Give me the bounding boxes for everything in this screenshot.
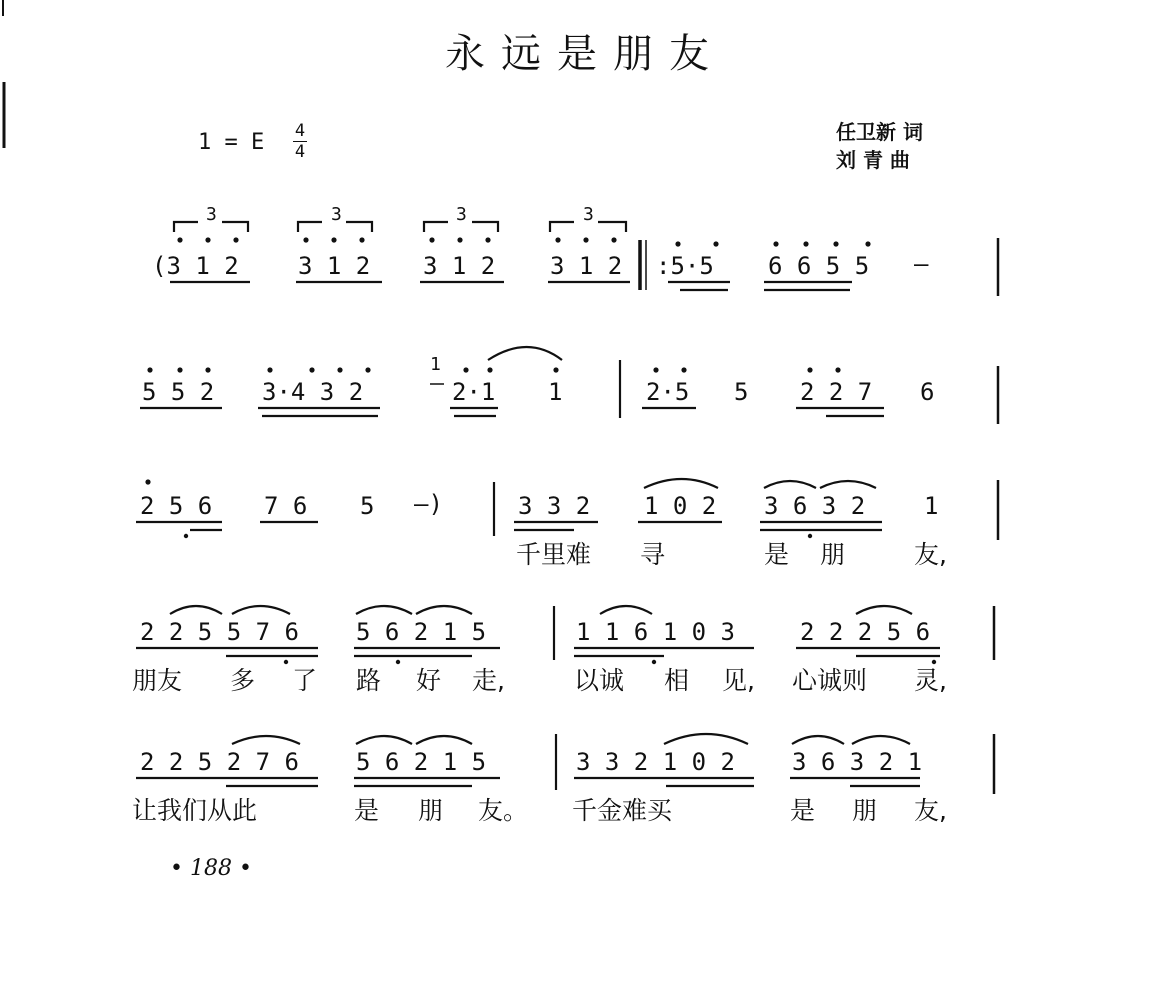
note-group: 5 6 2 1 5 — [356, 618, 487, 646]
tuplet-mark: 3 — [456, 204, 467, 225]
slur — [356, 606, 412, 614]
lyric: 让我们从此 — [132, 796, 258, 825]
lyric: 路 — [356, 666, 382, 695]
tuplet-bracket — [424, 222, 498, 232]
slur — [856, 606, 912, 614]
note-group: 3 1 2 — [550, 252, 623, 280]
note-group: 5 6 2 1 5 — [356, 748, 487, 776]
song-title: 永远是朋友 — [445, 31, 725, 77]
note: 5 — [734, 378, 749, 406]
lyric: 是 — [790, 796, 816, 825]
octave-dots — [145, 237, 939, 664]
sustain-dash: —) — [414, 490, 443, 518]
slur — [820, 481, 876, 488]
slur — [356, 736, 412, 744]
lyric: 好 — [416, 666, 442, 695]
note-group: 3 6 3 2 — [764, 492, 866, 520]
note-group: 2 2 5 5 7 6 — [140, 618, 299, 646]
note-group: 2 2 7 — [800, 378, 873, 406]
lyric: 灵, — [914, 666, 947, 695]
slur — [416, 736, 472, 744]
lyric: 朋 — [852, 796, 878, 825]
key-signature: 1 = E — [198, 130, 265, 155]
sustain-dash: — — [914, 250, 929, 278]
lyric: 友, — [914, 796, 947, 825]
time-signature-bottom: 4 — [294, 142, 306, 162]
slur — [232, 606, 290, 614]
lyric: 走, — [472, 666, 505, 695]
lyric: 友。 — [478, 796, 529, 825]
slur — [170, 606, 222, 614]
lyric: 以诚 — [574, 666, 625, 695]
note-group: 3 3 2 1 0 2 — [576, 748, 735, 776]
slur — [764, 481, 816, 488]
note-group: 1 0 2 — [644, 492, 717, 520]
tuplet-bracket — [298, 222, 372, 232]
lyric: 是 — [354, 796, 380, 825]
tuplet-mark: 3 — [583, 204, 594, 225]
note-group: 3 1 2 — [298, 252, 371, 280]
grace-note: 1 — [430, 354, 441, 375]
slur — [600, 606, 652, 614]
note-group: 7 6 — [264, 492, 308, 520]
tuplet-mark: 3 — [331, 204, 342, 225]
note: 6 — [920, 378, 935, 406]
lyric: 朋友 — [132, 666, 183, 695]
time-signature-top: 4 — [294, 121, 306, 141]
slur — [664, 734, 748, 744]
note: 5 — [360, 492, 375, 520]
slur — [644, 479, 718, 488]
note-group: 3 1 2 — [423, 252, 496, 280]
lyric: 见, — [722, 666, 755, 695]
slur — [852, 736, 910, 744]
slur — [792, 736, 844, 744]
note-group: 2·5 — [646, 378, 690, 406]
lyric: 千里难 — [516, 540, 592, 569]
lyric: 了 — [292, 666, 318, 695]
note-group: 1 1 6 1 0 3 — [576, 618, 735, 646]
note-group: 3 6 3 2 1 — [792, 748, 923, 776]
slur — [232, 736, 300, 744]
note-group: 2 2 5 2 7 6 — [140, 748, 299, 776]
tuplet-bracket — [550, 222, 626, 232]
note-group: 3 3 2 — [518, 492, 591, 520]
lyric: 寻 — [640, 540, 666, 569]
lyric: 友, — [914, 540, 947, 569]
lyric: 多 — [230, 666, 256, 695]
slur — [488, 347, 562, 360]
note-group: 2 5 6 — [140, 492, 213, 520]
lyric: 朋 — [820, 540, 846, 569]
composer-credit: 刘 青 曲 — [836, 148, 910, 172]
note-group: 2 2 2 5 6 — [800, 618, 931, 646]
note-group: 6 6 5 5 — [768, 252, 870, 280]
lyric: 朋 — [418, 796, 444, 825]
lyricist-credit: 任卫新 词 — [836, 120, 923, 144]
note-group: :5·5 — [656, 252, 714, 280]
note-group: 2·1 — [452, 378, 496, 406]
lyric: 千金难买 — [572, 796, 673, 825]
page-number: • 188 • — [170, 856, 252, 881]
note-group: 3·4 3 2 — [262, 378, 364, 406]
lyric: 是 — [764, 540, 790, 569]
lyric: 心诚则 — [792, 666, 868, 695]
note: 1 — [548, 378, 563, 406]
tuplet-bracket — [174, 222, 248, 232]
note: 1 — [924, 492, 939, 520]
note-group: (3 1 2 — [152, 252, 239, 280]
slur — [416, 606, 472, 614]
note-group: 5 5 2 — [142, 378, 215, 406]
lyric: 相 — [664, 666, 690, 695]
tuplet-mark: 3 — [206, 204, 217, 225]
